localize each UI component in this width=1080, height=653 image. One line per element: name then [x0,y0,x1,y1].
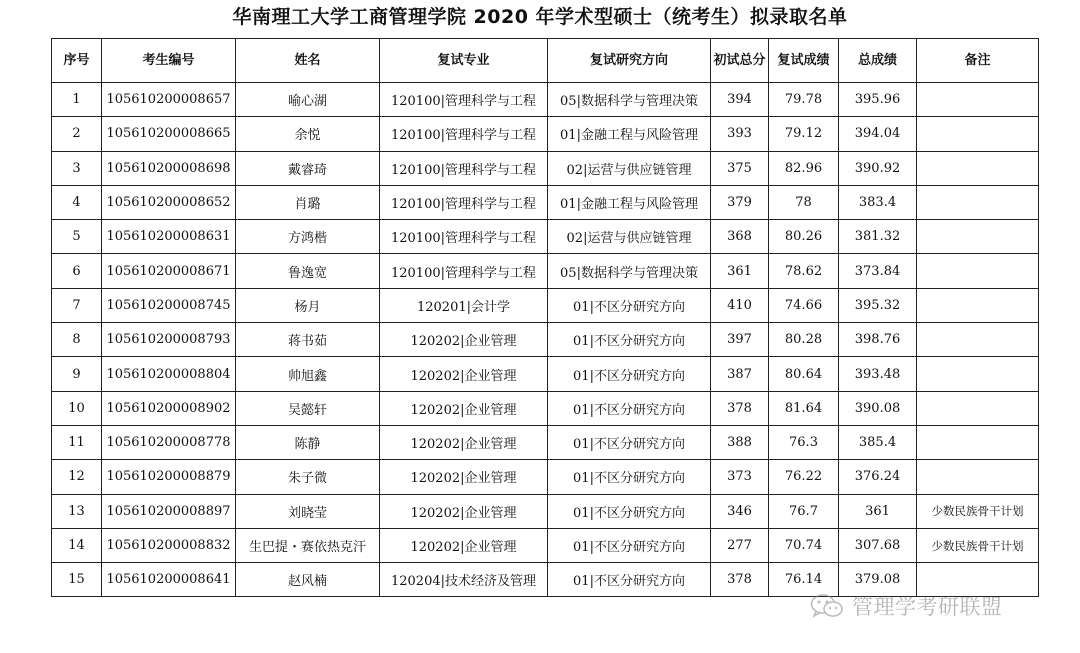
cell-direction: 01|不区分研究方向 [548,323,711,357]
cell-note [917,83,1039,117]
cell-exam-id: 105610200008902 [102,391,236,425]
cell-no: 10 [52,391,102,425]
header-prelim-score: 初试总分 [711,39,769,83]
cell-name: 喻心湖 [236,83,380,117]
cell-prelim-score: 393 [711,117,769,151]
cell-total-score: 395.32 [839,288,917,322]
cell-total-score: 361 [839,494,917,528]
cell-total-score: 398.76 [839,323,917,357]
table-row [52,391,1039,425]
cell-total-score: 381.32 [839,220,917,254]
cell-prelim-score: 375 [711,151,769,185]
cell-major: 120100|管理科学与工程 [380,151,548,185]
cell-total-score: 383.4 [839,185,917,219]
cell-name: 吴懿轩 [236,391,380,425]
header-direction: 复试研究方向 [548,39,711,83]
admission-table [51,38,1039,597]
cell-retest-score: 80.64 [769,357,839,391]
cell-retest-score: 70.74 [769,528,839,562]
table-row [52,528,1039,562]
cell-no: 7 [52,288,102,322]
table-row [52,288,1039,322]
cell-name: 生巴提・赛依热克汗 [236,528,380,562]
cell-exam-id: 105610200008778 [102,425,236,459]
cell-prelim-score: 397 [711,323,769,357]
cell-exam-id: 105610200008641 [102,563,236,597]
cell-prelim-score: 394 [711,83,769,117]
header-exam-id: 考生编号 [102,39,236,83]
cell-no: 14 [52,528,102,562]
cell-direction: 01|金融工程与风险管理 [548,117,711,151]
cell-note [917,357,1039,391]
cell-prelim-score: 277 [711,528,769,562]
watermark [810,592,1003,620]
cell-direction: 01|不区分研究方向 [548,425,711,459]
cell-note [917,425,1039,459]
cell-exam-id: 105610200008657 [102,83,236,117]
cell-direction: 02|运营与供应链管理 [548,220,711,254]
cell-total-score: 390.08 [839,391,917,425]
cell-note [917,151,1039,185]
cell-major: 120100|管理科学与工程 [380,117,548,151]
cell-no: 11 [52,425,102,459]
cell-total-score: 394.04 [839,117,917,151]
cell-no: 9 [52,357,102,391]
table-row [52,117,1039,151]
cell-direction: 01|不区分研究方向 [548,288,711,322]
cell-note [917,323,1039,357]
cell-exam-id: 105610200008897 [102,494,236,528]
cell-major: 120202|企业管理 [380,528,548,562]
cell-retest-score: 79.12 [769,117,839,151]
cell-retest-score: 81.64 [769,391,839,425]
cell-major: 120100|管理科学与工程 [380,185,548,219]
table-row [52,185,1039,219]
cell-name: 肖璐 [236,185,380,219]
cell-prelim-score: 378 [711,563,769,597]
wechat-icon [810,593,844,619]
cell-direction: 01|不区分研究方向 [548,391,711,425]
table-row [52,254,1039,288]
cell-no: 13 [52,494,102,528]
cell-total-score: 395.96 [839,83,917,117]
cell-no: 5 [52,220,102,254]
cell-direction: 02|运营与供应链管理 [548,151,711,185]
cell-direction: 01|不区分研究方向 [548,528,711,562]
header-no: 序号 [52,39,102,83]
cell-major: 120202|企业管理 [380,391,548,425]
header-retest-score: 复试成绩 [769,39,839,83]
cell-total-score: 307.68 [839,528,917,562]
cell-total-score: 373.84 [839,254,917,288]
cell-note: 少数民族骨干计划 [917,528,1039,562]
cell-no: 1 [52,83,102,117]
cell-retest-score: 78.62 [769,254,839,288]
cell-exam-id: 105610200008832 [102,528,236,562]
cell-retest-score: 79.78 [769,83,839,117]
cell-exam-id: 105610200008671 [102,254,236,288]
cell-major: 120202|企业管理 [380,323,548,357]
cell-direction: 01|不区分研究方向 [548,563,711,597]
cell-note [917,185,1039,219]
table-row [52,425,1039,459]
cell-no: 3 [52,151,102,185]
cell-exam-id: 105610200008745 [102,288,236,322]
header-note: 备注 [917,39,1039,83]
cell-major: 120204|技术经济及管理 [380,563,548,597]
header-total-score: 总成绩 [839,39,917,83]
cell-name: 方鸿楷 [236,220,380,254]
cell-direction: 05|数据科学与管理决策 [548,254,711,288]
cell-prelim-score: 373 [711,460,769,494]
cell-retest-score: 76.7 [769,494,839,528]
cell-name: 赵风楠 [236,563,380,597]
cell-name: 余悦 [236,117,380,151]
cell-no: 4 [52,185,102,219]
cell-prelim-score: 379 [711,185,769,219]
cell-no: 2 [52,117,102,151]
cell-name: 陈静 [236,425,380,459]
header-name: 姓名 [236,39,380,83]
table-header-row [52,39,1039,83]
cell-retest-score: 76.14 [769,563,839,597]
cell-major: 120202|企业管理 [380,425,548,459]
cell-note [917,117,1039,151]
cell-total-score: 376.24 [839,460,917,494]
cell-prelim-score: 368 [711,220,769,254]
cell-no: 6 [52,254,102,288]
cell-prelim-score: 346 [711,494,769,528]
cell-exam-id: 105610200008793 [102,323,236,357]
cell-note [917,220,1039,254]
table-row [52,460,1039,494]
cell-exam-id: 105610200008698 [102,151,236,185]
table-row [52,357,1039,391]
cell-major: 120100|管理科学与工程 [380,83,548,117]
cell-no: 15 [52,563,102,597]
cell-retest-score: 76.22 [769,460,839,494]
cell-name: 蒋书茹 [236,323,380,357]
cell-major: 120202|企业管理 [380,460,548,494]
table-row [52,83,1039,117]
cell-note [917,391,1039,425]
cell-total-score: 393.48 [839,357,917,391]
cell-major: 120202|企业管理 [380,357,548,391]
cell-total-score: 379.08 [839,563,917,597]
cell-name: 帅旭鑫 [236,357,380,391]
cell-note [917,254,1039,288]
cell-note [917,288,1039,322]
cell-note [917,460,1039,494]
cell-retest-score: 78 [769,185,839,219]
cell-exam-id: 105610200008631 [102,220,236,254]
cell-direction: 01|金融工程与风险管理 [548,185,711,219]
cell-prelim-score: 361 [711,254,769,288]
cell-major: 120201|会计学 [380,288,548,322]
header-major: 复试专业 [380,39,548,83]
cell-direction: 01|不区分研究方向 [548,494,711,528]
cell-no: 8 [52,323,102,357]
cell-retest-score: 76.3 [769,425,839,459]
cell-direction: 01|不区分研究方向 [548,357,711,391]
watermark-text: 管理学考研联盟 [852,595,1003,619]
cell-no: 12 [52,460,102,494]
cell-total-score: 385.4 [839,425,917,459]
cell-major: 120100|管理科学与工程 [380,220,548,254]
cell-note: 少数民族骨干计划 [917,494,1039,528]
cell-exam-id: 105610200008665 [102,117,236,151]
cell-prelim-score: 388 [711,425,769,459]
cell-total-score: 390.92 [839,151,917,185]
cell-prelim-score: 387 [711,357,769,391]
cell-exam-id: 105610200008879 [102,460,236,494]
cell-prelim-score: 410 [711,288,769,322]
cell-name: 戴睿琦 [236,151,380,185]
cell-prelim-score: 378 [711,391,769,425]
cell-direction: 05|数据科学与管理决策 [548,83,711,117]
cell-exam-id: 105610200008804 [102,357,236,391]
cell-name: 杨月 [236,288,380,322]
cell-retest-score: 80.28 [769,323,839,357]
cell-retest-score: 80.26 [769,220,839,254]
cell-name: 鲁逸宽 [236,254,380,288]
table-row [52,494,1039,528]
cell-name: 刘晓莹 [236,494,380,528]
cell-retest-score: 74.66 [769,288,839,322]
page-title: 华南理工大学工商管理学院 2020 年学术型硕士（统考生）拟录取名单 [232,6,848,28]
table-row [52,151,1039,185]
cell-direction: 01|不区分研究方向 [548,460,711,494]
table-row [52,323,1039,357]
cell-major: 120202|企业管理 [380,494,548,528]
cell-major: 120100|管理科学与工程 [380,254,548,288]
table-row [52,220,1039,254]
cell-exam-id: 105610200008652 [102,185,236,219]
cell-name: 朱子微 [236,460,380,494]
cell-retest-score: 82.96 [769,151,839,185]
